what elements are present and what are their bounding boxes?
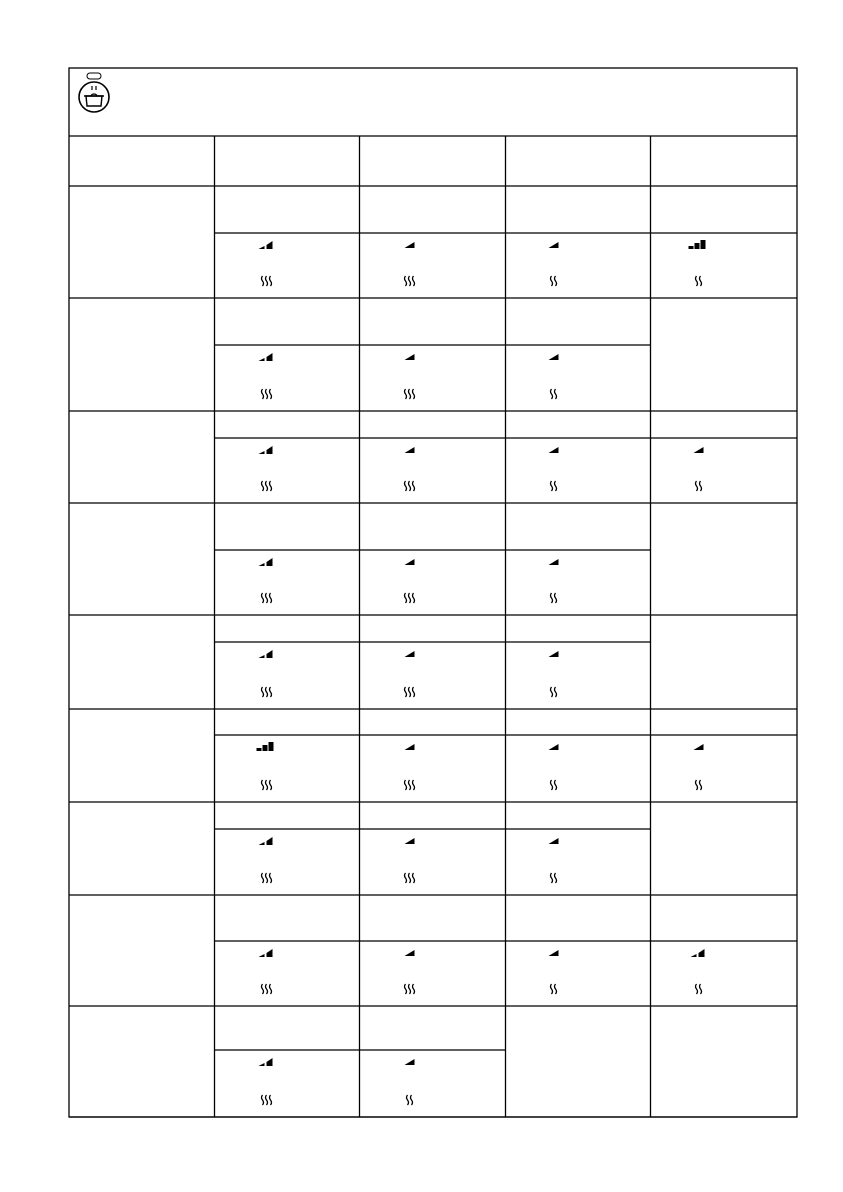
heat-level-3-icon <box>262 593 272 603</box>
power-level-1-icon <box>405 447 415 453</box>
setting-cell <box>549 838 559 883</box>
heat-level-3-icon <box>405 593 415 603</box>
heat-level-2-icon <box>696 780 702 790</box>
power-level-1-icon <box>405 838 415 844</box>
table-row <box>259 650 559 697</box>
setting-cell <box>259 650 273 697</box>
setting-cell <box>257 742 274 790</box>
power-level-1-icon <box>549 651 559 657</box>
power-level-1-icon <box>405 651 415 657</box>
power-level-1-icon <box>405 242 415 248</box>
power-level-2-icon <box>259 837 273 845</box>
power-level-3-icon <box>689 240 706 249</box>
power-level-2-icon <box>259 446 273 454</box>
pot-steam-icon <box>79 82 109 112</box>
power-level-2-icon <box>691 949 705 957</box>
setting-cell <box>259 241 273 286</box>
header-band <box>79 73 109 112</box>
heat-level-3-icon <box>262 687 272 697</box>
setting-cell <box>549 744 559 790</box>
heat-level-3-icon <box>262 873 272 883</box>
table-row <box>257 742 704 790</box>
power-level-1-icon <box>694 447 704 453</box>
heat-level-3-icon <box>405 389 415 399</box>
heat-level-3-icon <box>405 276 415 286</box>
power-level-2-icon <box>259 241 273 249</box>
power-level-1-icon <box>549 447 559 453</box>
heat-level-3-icon <box>262 780 272 790</box>
power-level-1-icon <box>549 242 559 248</box>
power-level-2-icon <box>259 1058 273 1066</box>
setting-cell <box>259 558 273 603</box>
setting-cell <box>259 353 273 399</box>
heat-level-2-icon <box>551 389 557 399</box>
power-level-2-icon <box>259 353 273 361</box>
setting-cell <box>405 651 415 697</box>
indicator-led-icon <box>87 73 101 79</box>
setting-cell <box>405 950 415 994</box>
setting-cell <box>405 242 415 286</box>
setting-cell <box>549 559 559 603</box>
setting-cell <box>405 559 415 603</box>
power-level-1-icon <box>549 950 559 956</box>
heat-level-3-icon <box>405 780 415 790</box>
heat-level-2-icon <box>551 481 557 491</box>
table-row <box>259 353 559 399</box>
heat-level-3-icon <box>262 276 272 286</box>
setting-cell <box>259 1058 273 1105</box>
heat-level-2-icon <box>551 780 557 790</box>
power-level-2-icon <box>259 558 273 566</box>
power-level-2-icon <box>259 650 273 658</box>
setting-cell <box>259 949 273 994</box>
setting-cell <box>694 744 704 790</box>
setting-cell <box>405 744 415 790</box>
heat-level-2-icon <box>696 481 702 491</box>
heat-level-2-icon <box>551 984 557 994</box>
setting-cell <box>259 837 273 883</box>
heat-level-3-icon <box>262 481 272 491</box>
power-level-1-icon <box>405 744 415 750</box>
column-header-row <box>215 136 651 186</box>
heat-level-2-icon <box>551 593 557 603</box>
power-level-1-icon <box>549 354 559 360</box>
heat-level-2-icon <box>407 1095 413 1105</box>
table-row <box>259 1058 415 1105</box>
table-row <box>259 837 559 883</box>
heat-level-2-icon <box>551 276 557 286</box>
power-level-2-icon <box>259 949 273 957</box>
heat-level-2-icon <box>551 873 557 883</box>
setting-cell <box>549 447 559 491</box>
power-level-1-icon <box>549 838 559 844</box>
heat-level-2-icon <box>551 687 557 697</box>
table-row <box>259 558 559 603</box>
power-level-3-icon <box>257 742 274 751</box>
power-level-1-icon <box>549 744 559 750</box>
setting-cell <box>549 354 559 399</box>
heat-level-3-icon <box>405 984 415 994</box>
heat-level-3-icon <box>262 389 272 399</box>
setting-cell <box>405 838 415 883</box>
table-frame <box>69 68 797 1117</box>
heat-level-3-icon <box>262 1095 272 1105</box>
power-level-1-icon <box>694 744 704 750</box>
setting-cell <box>549 950 559 994</box>
setting-cell <box>405 1059 415 1105</box>
setting-cell <box>259 446 273 491</box>
setting-cell <box>549 651 559 697</box>
table-row <box>259 240 706 286</box>
setting-cell <box>691 949 705 994</box>
setting-cell <box>405 354 415 399</box>
setting-cell <box>405 447 415 491</box>
power-level-1-icon <box>405 1059 415 1065</box>
table-row <box>259 446 704 491</box>
setting-cell <box>549 242 559 286</box>
power-level-1-icon <box>405 559 415 565</box>
heat-level-2-icon <box>696 276 702 286</box>
setting-cell <box>689 240 706 286</box>
setting-cell <box>694 447 704 491</box>
table-body <box>69 186 797 1117</box>
heat-level-3-icon <box>405 687 415 697</box>
heat-level-3-icon <box>405 481 415 491</box>
heat-level-3-icon <box>405 873 415 883</box>
power-level-1-icon <box>549 559 559 565</box>
heat-level-2-icon <box>696 984 702 994</box>
power-level-1-icon <box>405 950 415 956</box>
power-level-1-icon <box>405 354 415 360</box>
table-row <box>259 949 705 994</box>
heat-level-3-icon <box>262 984 272 994</box>
